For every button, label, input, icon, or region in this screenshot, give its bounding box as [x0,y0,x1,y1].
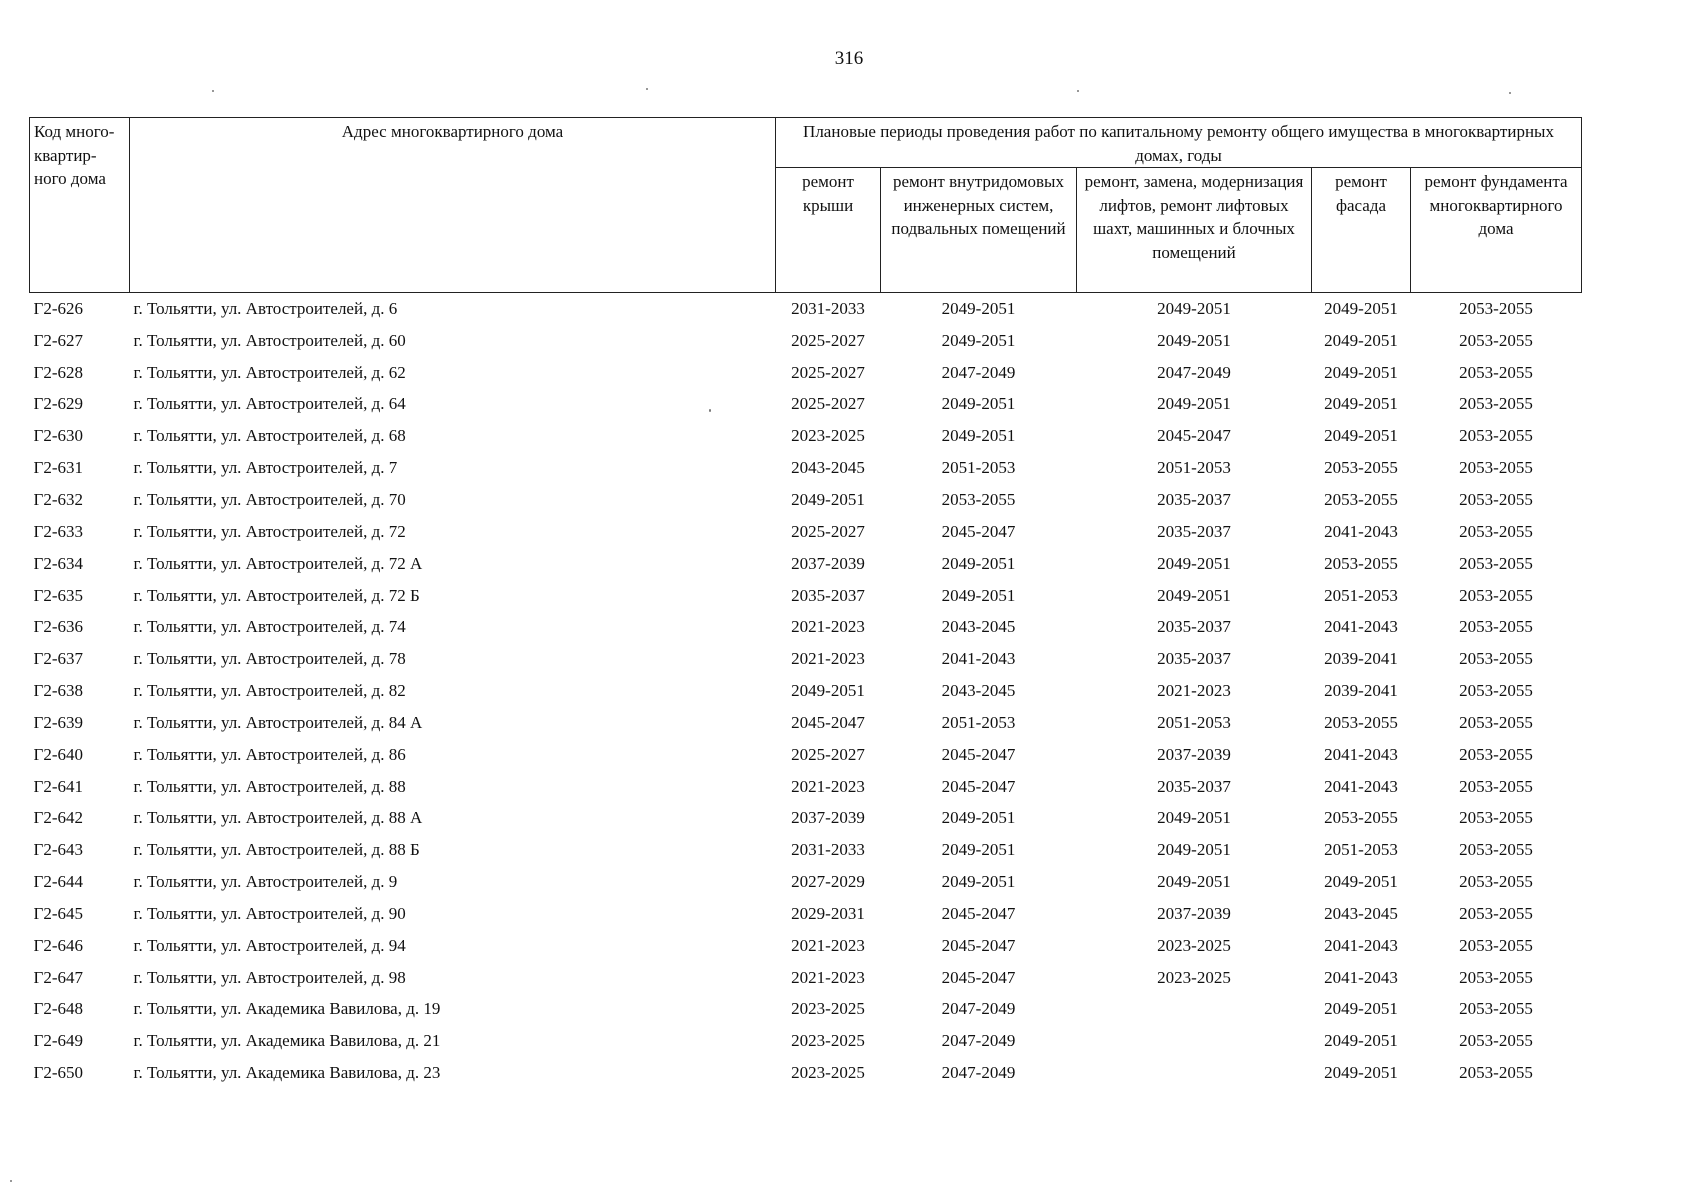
cell-foundation: 2053-2055 [1459,649,1533,669]
cell-address: г. Тольятти, ул. Автостроителей, д. 64 [133,394,406,414]
table-row [30,994,1582,1026]
cell-facade: 2049-2051 [1324,872,1398,892]
table-header [30,118,1582,293]
cell-lifts: 2051-2053 [1157,712,1231,732]
cell-lifts [1077,1025,1312,1057]
cell-foundation: 2053-2055 [1459,1031,1533,1051]
cell-roof: 2031-2033 [791,840,865,860]
table-row [30,484,1582,516]
cell-address: г. Тольятти, ул. Автостроителей, д. 72 Б [133,585,420,605]
table-row [30,389,1582,421]
table-row [30,643,1582,675]
cell-foundation: 2053-2055 [1459,999,1533,1019]
cell-engineering: 2047-2049 [941,1031,1016,1051]
cell-roof: 2025-2027 [791,362,865,382]
cell-roof: 2021-2023 [791,967,865,987]
cell-facade: 2041-2043 [1324,521,1398,541]
cell-address: г. Тольятти, ул. Автостроителей, д. 82 [133,681,406,701]
cell-lifts: 2021-2023 [1157,681,1231,701]
table-row [30,898,1582,930]
header-engineering: ремонт внутридомовых инженерных систем, подвальных помещений [881,168,1077,293]
cell-address: г. Тольятти, ул. Автостроителей, д. 98 [133,967,406,987]
cell-engineering: 2049-2051 [941,330,1016,350]
cell-facade: 2041-2043 [1324,935,1398,955]
cell-code: Г2-642 [33,808,83,828]
cell-roof: 2021-2023 [791,935,865,955]
table-row [30,548,1582,580]
cell-address: г. Тольятти, ул. Автостроителей, д. 88 Б [133,840,420,860]
cell-engineering: 2053-2055 [941,489,1016,509]
cell-roof: 2049-2051 [791,489,865,509]
table-row [30,1057,1582,1089]
cell-address: г. Тольятти, ул. Автостроителей, д. 68 [133,426,406,446]
cell-facade: 2053-2055 [1324,808,1398,828]
cell-roof: 2031-2033 [791,298,865,318]
capital-repair-schedule-table [29,117,1582,1089]
cell-code: Г2-629 [33,394,83,414]
cell-engineering: 2043-2045 [941,617,1016,637]
cell-code: Г2-633 [33,521,83,541]
cell-foundation: 2053-2055 [1459,585,1533,605]
cell-engineering: 2049-2051 [941,872,1016,892]
cell-code: Г2-636 [33,617,83,637]
cell-lifts: 2049-2051 [1157,808,1231,828]
header-code: Код много-квартир-ного дома [30,118,130,293]
header-address: Адрес многоквартирного дома [130,118,776,293]
cell-foundation: 2053-2055 [1459,489,1533,509]
cell-facade: 2049-2051 [1324,330,1398,350]
cell-lifts: 2045-2047 [1157,426,1231,446]
cell-foundation: 2053-2055 [1459,1063,1533,1083]
cell-address: г. Тольятти, ул. Автостроителей, д. 70 [133,489,406,509]
cell-code: Г2-637 [33,649,83,669]
cell-lifts: 2023-2025 [1157,967,1231,987]
cell-roof: 2023-2025 [791,1031,865,1051]
cell-address: г. Тольятти, ул. Автостроителей, д. 72 [133,521,406,541]
cell-foundation: 2053-2055 [1459,298,1533,318]
cell-engineering: 2045-2047 [941,776,1016,796]
cell-roof: 2023-2025 [791,999,865,1019]
cell-engineering: 2045-2047 [941,967,1016,987]
cell-lifts [1077,1057,1312,1089]
cell-roof: 2025-2027 [791,521,865,541]
table-row [30,834,1582,866]
cell-facade: 2039-2041 [1324,649,1398,669]
cell-facade: 2053-2055 [1324,712,1398,732]
cell-engineering: 2051-2053 [941,712,1016,732]
table-row [30,357,1582,389]
cell-foundation: 2053-2055 [1459,394,1533,414]
cell-facade: 2049-2051 [1324,362,1398,382]
cell-foundation: 2053-2055 [1459,521,1533,541]
cell-address: г. Тольятти, ул. Автостроителей, д. 72 А [133,553,423,573]
cell-code: Г2-650 [33,1063,83,1083]
table-row [30,866,1582,898]
cell-code: Г2-648 [33,999,83,1019]
cell-code: Г2-639 [33,712,83,732]
cell-foundation: 2053-2055 [1459,362,1533,382]
cell-lifts: 2051-2053 [1157,458,1231,478]
table-row [30,325,1582,357]
cell-lifts: 2035-2037 [1157,649,1231,669]
header-facade: ремонт фасада [1312,168,1411,293]
cell-lifts: 2023-2025 [1157,935,1231,955]
cell-address: г. Тольятти, ул. Академика Вавилова, д. 21 [133,1031,441,1051]
cell-facade: 2041-2043 [1324,967,1398,987]
cell-roof: 2021-2023 [791,617,865,637]
cell-code: Г2-635 [33,585,83,605]
cell-engineering: 2045-2047 [941,521,1016,541]
table-row [30,930,1582,962]
cell-engineering: 2047-2049 [941,362,1016,382]
cell-engineering: 2051-2053 [941,458,1016,478]
table-row [30,611,1582,643]
cell-code: Г2-640 [33,744,83,764]
cell-engineering: 2047-2049 [941,999,1016,1019]
cell-facade: 2041-2043 [1324,776,1398,796]
table-row [30,516,1582,548]
cell-facade: 2053-2055 [1324,489,1398,509]
cell-code: Г2-641 [33,776,83,796]
cell-engineering: 2049-2051 [941,585,1016,605]
table-body [30,293,1582,1090]
table-row [30,707,1582,739]
cell-engineering: 2049-2051 [941,394,1016,414]
cell-facade: 2049-2051 [1324,999,1398,1019]
cell-code: Г2-644 [33,872,83,892]
header-foundation: ремонт фундамента многоквартирного дома [1411,168,1582,293]
cell-engineering: 2047-2049 [941,1063,1016,1083]
cell-facade: 2043-2045 [1324,903,1398,923]
cell-code: Г2-643 [33,840,83,860]
page-number: 316 [834,48,864,69]
cell-foundation: 2053-2055 [1459,330,1533,350]
header-roof: ремонт крыши [776,168,881,293]
cell-lifts: 2037-2039 [1157,903,1231,923]
cell-address: г. Тольятти, ул. Автостроителей, д. 6 [133,298,398,318]
scan-speck [646,88,648,90]
cell-roof: 2023-2025 [791,426,865,446]
cell-foundation: 2053-2055 [1459,808,1533,828]
cell-roof: 2037-2039 [791,808,865,828]
cell-address: г. Тольятти, ул. Автостроителей, д. 78 [133,649,406,669]
cell-address: г. Тольятти, ул. Автостроителей, д. 84 А [133,712,423,732]
cell-facade: 2049-2051 [1324,298,1398,318]
cell-roof: 2049-2051 [791,681,865,701]
cell-lifts: 2035-2037 [1157,776,1231,796]
cell-address: г. Тольятти, ул. Автостроителей, д. 7 [133,458,398,478]
cell-code: Г2-649 [33,1031,83,1051]
cell-foundation: 2053-2055 [1459,776,1533,796]
table-row [30,962,1582,994]
cell-address: г. Тольятти, ул. Автостроителей, д. 74 [133,617,406,637]
cell-foundation: 2053-2055 [1459,967,1533,987]
cell-facade: 2051-2053 [1324,585,1398,605]
cell-lifts: 2049-2051 [1157,585,1231,605]
table-row [30,803,1582,835]
cell-lifts: 2037-2039 [1157,744,1231,764]
table-row [30,452,1582,484]
table-row [30,580,1582,612]
cell-foundation: 2053-2055 [1459,617,1533,637]
header-periods: Плановые периоды проведения работ по капитальному ремонту общего имущества в многоквартирных домах, годы [776,118,1582,168]
cell-engineering: 2049-2051 [941,808,1016,828]
cell-lifts: 2049-2051 [1157,394,1231,414]
cell-facade: 2041-2043 [1324,744,1398,764]
cell-code: Г2-646 [33,935,83,955]
cell-roof: 2025-2027 [791,394,865,414]
cell-roof: 2021-2023 [791,776,865,796]
cell-code: Г2-645 [33,903,83,923]
cell-code: Г2-632 [33,489,83,509]
table-row [30,420,1582,452]
cell-lifts: 2049-2051 [1157,298,1231,318]
cell-lifts: 2049-2051 [1157,840,1231,860]
cell-address: г. Тольятти, ул. Автостроителей, д. 90 [133,903,406,923]
cell-foundation: 2053-2055 [1459,903,1533,923]
cell-lifts: 2049-2051 [1157,330,1231,350]
cell-lifts: 2049-2051 [1157,872,1231,892]
table-row [30,293,1582,325]
cell-foundation: 2053-2055 [1459,458,1533,478]
cell-code: Г2-638 [33,681,83,701]
cell-facade: 2049-2051 [1324,426,1398,446]
cell-roof: 2023-2025 [791,1063,865,1083]
cell-foundation: 2053-2055 [1459,712,1533,732]
cell-address: г. Тольятти, ул. Автостроителей, д. 86 [133,744,406,764]
cell-facade: 2049-2051 [1324,1063,1398,1083]
cell-code: Г2-634 [33,553,83,573]
cell-facade: 2053-2055 [1324,458,1398,478]
cell-engineering: 2045-2047 [941,744,1016,764]
cell-code: Г2-628 [33,362,83,382]
cell-code: Г2-626 [33,298,83,318]
cell-lifts: 2035-2037 [1157,521,1231,541]
scan-speck [709,409,711,412]
cell-roof: 2025-2027 [791,744,865,764]
cell-foundation: 2053-2055 [1459,744,1533,764]
cell-roof: 2021-2023 [791,649,865,669]
cell-roof: 2025-2027 [791,330,865,350]
cell-engineering: 2045-2047 [941,935,1016,955]
cell-foundation: 2053-2055 [1459,840,1533,860]
cell-facade: 2049-2051 [1324,394,1398,414]
cell-roof: 2027-2029 [791,872,865,892]
cell-lifts: 2035-2037 [1157,489,1231,509]
header-lifts: ремонт, замена, модернизация лифтов, ремонт лифтовых шахт, машинных и блочных помещений [1077,168,1312,293]
cell-engineering: 2049-2051 [941,426,1016,446]
cell-code: Г2-627 [33,330,83,350]
cell-engineering: 2043-2045 [941,681,1016,701]
cell-facade: 2053-2055 [1324,553,1398,573]
cell-address: г. Тольятти, ул. Автостроителей, д. 9 [133,872,398,892]
cell-lifts: 2047-2049 [1157,362,1231,382]
cell-foundation: 2053-2055 [1459,935,1533,955]
cell-address: г. Тольятти, ул. Академика Вавилова, д. 19 [133,999,441,1019]
scan-speck [10,1180,12,1182]
table-row [30,739,1582,771]
cell-lifts: 2035-2037 [1157,617,1231,637]
cell-facade: 2049-2051 [1324,1031,1398,1051]
cell-foundation: 2053-2055 [1459,681,1533,701]
cell-roof: 2045-2047 [791,712,865,732]
cell-code: Г2-647 [33,967,83,987]
cell-foundation: 2053-2055 [1459,426,1533,446]
cell-lifts: 2049-2051 [1157,553,1231,573]
cell-engineering: 2049-2051 [941,298,1016,318]
cell-engineering: 2049-2051 [941,553,1016,573]
scan-speck [1077,90,1079,92]
cell-address: г. Тольятти, ул. Академика Вавилова, д. 23 [133,1063,441,1083]
cell-roof: 2035-2037 [791,585,865,605]
cell-facade: 2051-2053 [1324,840,1398,860]
cell-code: Г2-631 [33,458,83,478]
cell-code: Г2-630 [33,426,83,446]
cell-lifts [1077,994,1312,1026]
cell-foundation: 2053-2055 [1459,872,1533,892]
cell-engineering: 2045-2047 [941,903,1016,923]
cell-facade: 2041-2043 [1324,617,1398,637]
scan-speck [1509,92,1511,94]
cell-engineering: 2041-2043 [941,649,1016,669]
cell-address: г. Тольятти, ул. Автостроителей, д. 94 [133,935,406,955]
cell-address: г. Тольятти, ул. Автостроителей, д. 60 [133,330,406,350]
cell-address: г. Тольятти, ул. Автостроителей, д. 88 А [133,808,423,828]
cell-foundation: 2053-2055 [1459,553,1533,573]
cell-roof: 2037-2039 [791,553,865,573]
cell-address: г. Тольятти, ул. Автостроителей, д. 62 [133,362,406,382]
table-row [30,675,1582,707]
cell-facade: 2039-2041 [1324,681,1398,701]
cell-roof: 2043-2045 [791,458,865,478]
table-row [30,1025,1582,1057]
scan-speck [212,90,214,92]
cell-engineering: 2049-2051 [941,840,1016,860]
cell-address: г. Тольятти, ул. Автостроителей, д. 88 [133,776,406,796]
cell-roof: 2029-2031 [791,903,865,923]
table-row [30,771,1582,803]
